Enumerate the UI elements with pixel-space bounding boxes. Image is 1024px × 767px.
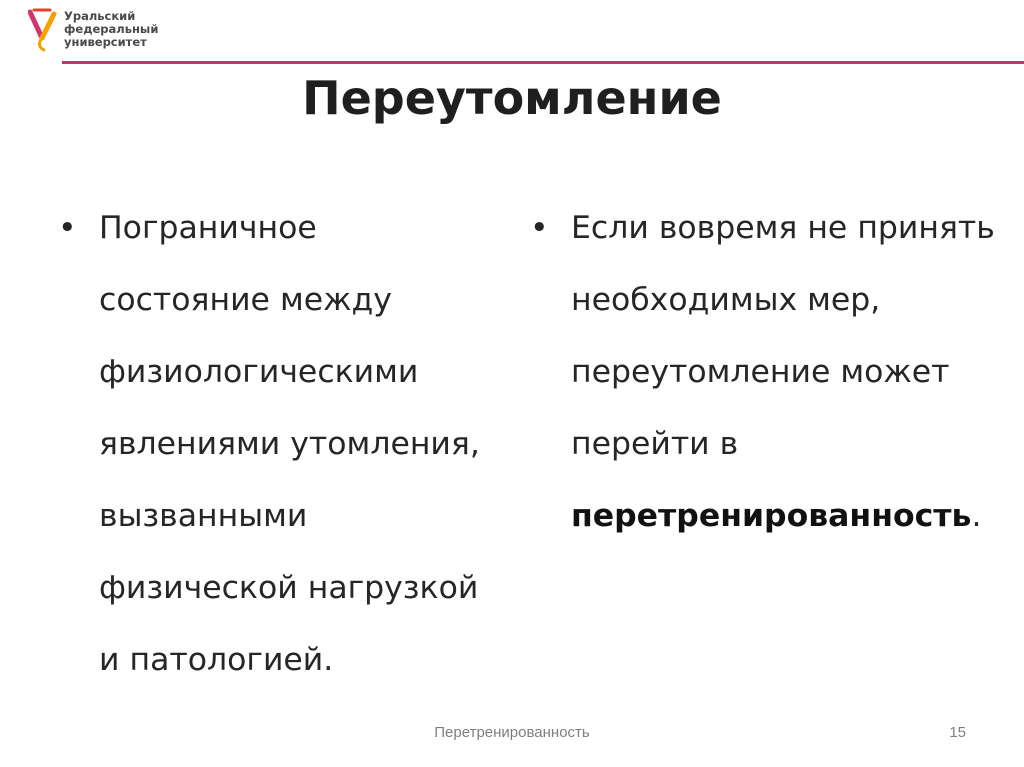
logo-line-2: федеральный (64, 22, 159, 36)
footer-caption: Перетренированность (434, 724, 590, 741)
header-divider (62, 61, 1024, 64)
right-bullet-text: Если вовремя не принять необходимых мер, переутомление может перейти в (571, 210, 995, 462)
left-bullet-text: Пограничное состояние между физиологическими явлениями утомления, вызванными физической нагрузкой и патологией. (99, 210, 480, 678)
page-number: 15 (949, 724, 966, 741)
logo-line-3: университет (64, 35, 147, 49)
logo-text (64, 10, 158, 49)
bullet-icon: • (58, 210, 77, 246)
logo-line-1: Уральский (64, 9, 136, 23)
slide-title: Переутомление (302, 71, 722, 125)
bullet-item-left (58, 192, 488, 696)
bullet-item-right (530, 192, 1000, 552)
bullet-icon: • (530, 210, 549, 246)
bold-term: перетренированность (571, 498, 972, 534)
right-column (530, 192, 1000, 552)
right-bullet-end: . (971, 498, 982, 534)
left-column (58, 192, 488, 696)
university-logo (28, 8, 158, 56)
urfu-logo-icon (28, 8, 58, 52)
